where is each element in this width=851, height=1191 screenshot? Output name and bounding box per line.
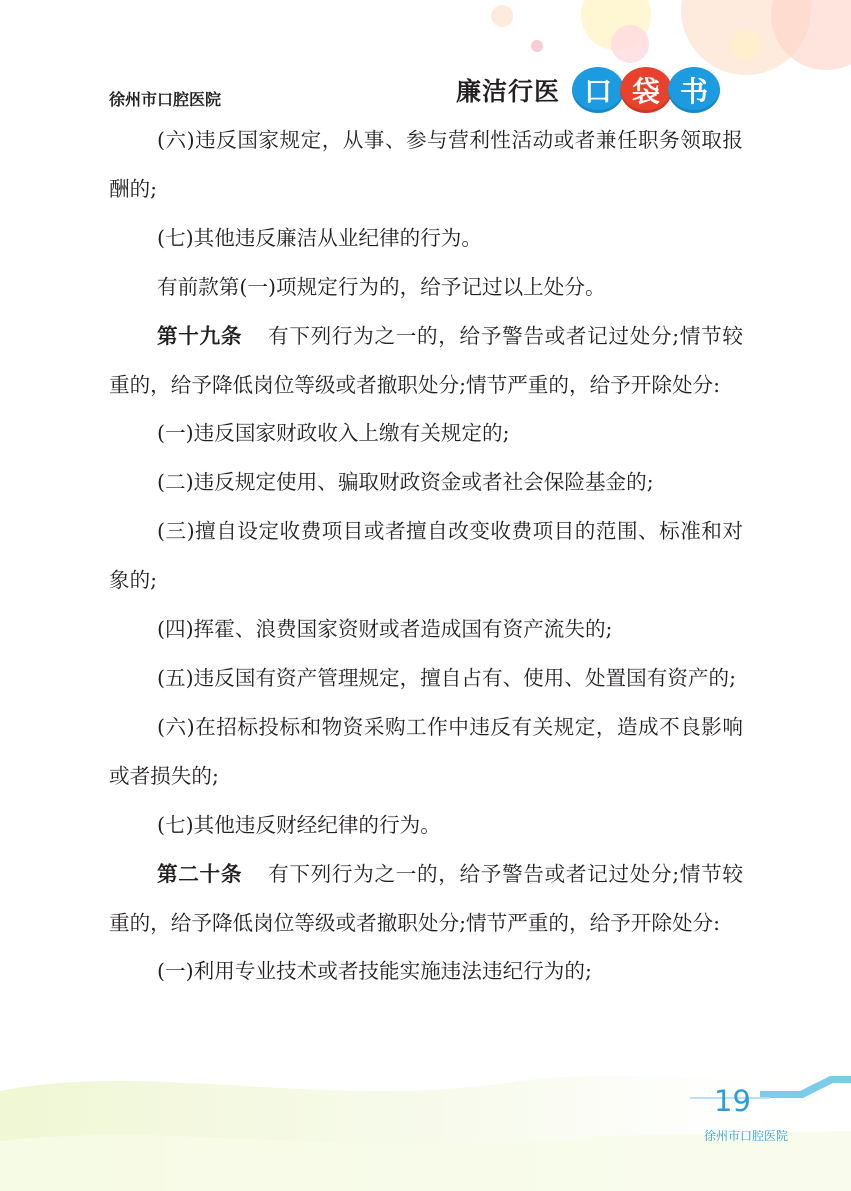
paragraph: (七)其他违反财经纪律的行为。	[157, 812, 441, 837]
page-number: 19	[714, 1084, 751, 1118]
paragraph: (一)利用专业技术或者技能实施违法违纪行为的;	[157, 959, 592, 984]
paragraph: (一)违反国家财政收入上缴有关规定的;	[157, 421, 510, 446]
article-label: 第十九条	[157, 323, 243, 348]
article-label: 第二十条	[157, 861, 243, 886]
header-brand	[456, 66, 720, 114]
badge-char-2: 袋	[620, 67, 672, 113]
paragraph: (四)挥霍、浪费国家资财或者造成国有资产流失的;	[157, 617, 613, 642]
paragraph: (五)违反国有资产管理规定，擅自占有、使用、处置国有资产的;	[157, 665, 737, 690]
footer-wave-decoration	[0, 1051, 851, 1191]
header-hospital-name: 徐州市口腔医院	[109, 90, 222, 109]
paragraph: (二)违反规定使用、骗取财政资金或者社会保险基金的;	[157, 470, 654, 495]
footer-hospital-name: 徐州市口腔医院	[704, 1129, 789, 1143]
pocket-book-badge	[572, 67, 720, 113]
badge-char-3: 书	[668, 67, 720, 113]
paragraph: (三)擅自设定收费项目或者擅自改变收费项目的范围、标准和对象的;	[109, 519, 743, 593]
badge-char-1: 口	[572, 67, 624, 113]
paragraph: (七)其他违反廉洁从业纪律的行为。	[157, 225, 482, 250]
article-paragraph: 第二十条 有下列行为之一的，给予警告或者记过处分;情节较重的，给予降低岗位等级或者撤职处分;情节严重的，给予开除处分:	[109, 861, 744, 935]
paragraph: 有前款第(一)项规定行为的，给予记过以上处分。	[157, 274, 606, 299]
article-paragraph: 第十九条 有下列行为之一的，给予警告或者记过处分;情节较重的，给予降低岗位等级或者撤职处分;情节严重的，给予开除处分:	[109, 323, 744, 397]
page-body	[109, 116, 743, 996]
header-title: 廉洁行医	[456, 77, 561, 106]
paragraph: (六)违反国家规定，从事、参与营利性活动或者兼任职务领取报酬的;	[109, 128, 743, 201]
paragraph: (六)在招标投标和物资采购工作中违反有关规定，造成不良影响或者损失的;	[109, 714, 743, 788]
